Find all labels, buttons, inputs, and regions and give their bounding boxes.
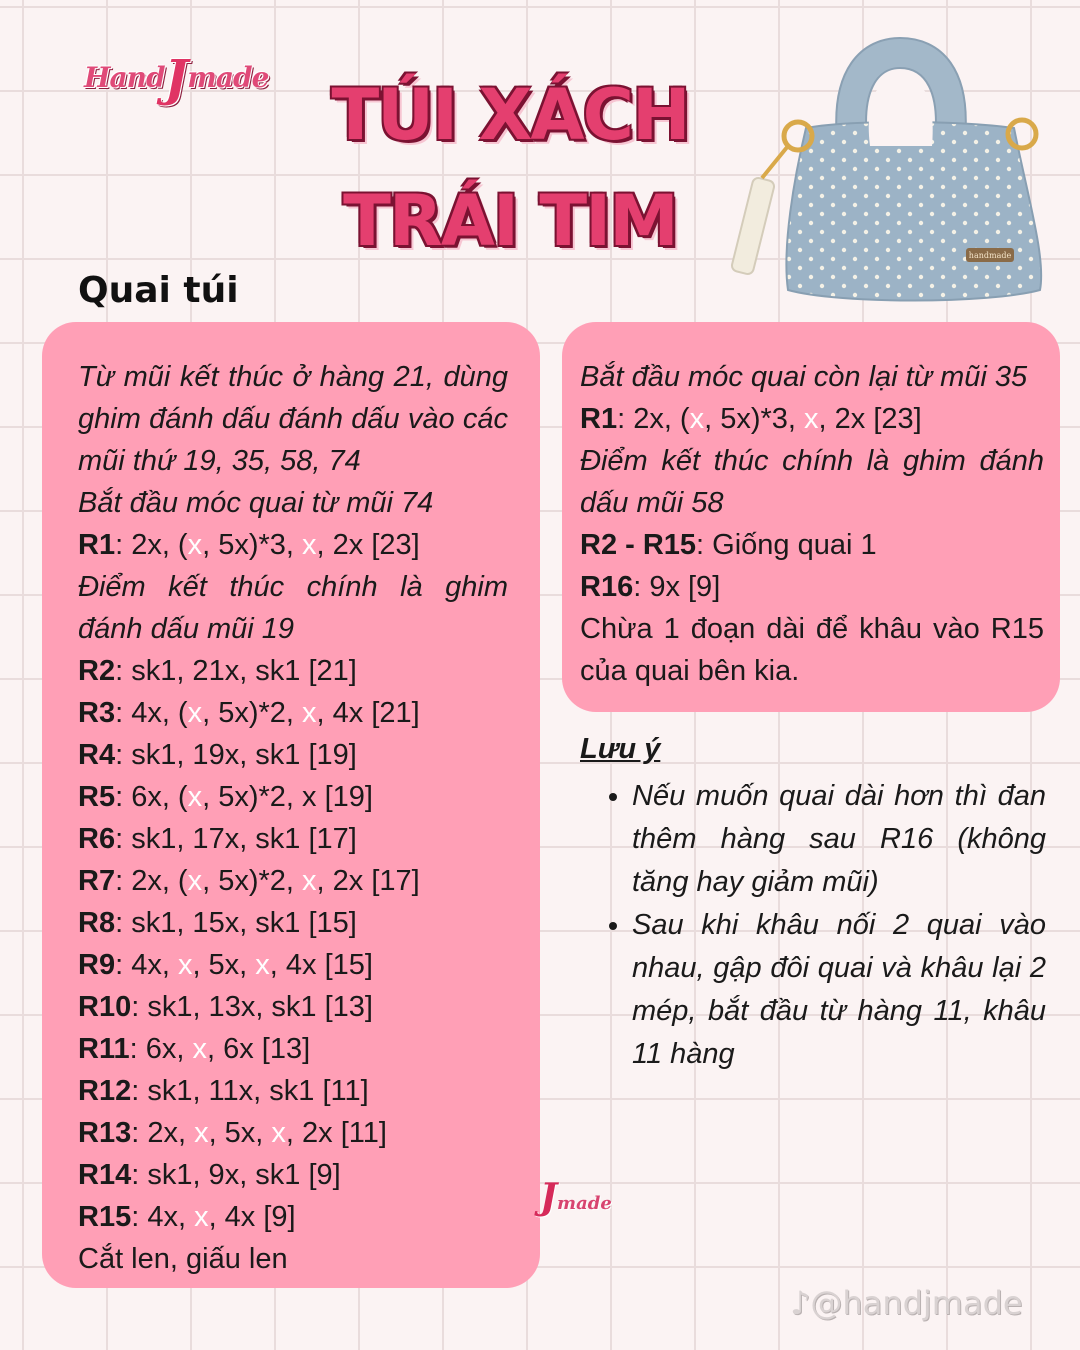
row-label: R6 [78, 823, 116, 855]
row-r2 [78, 650, 508, 692]
right-instruction-panel [562, 322, 1060, 712]
row-r7: R7: 2x, (x, 5x)*2, x, 2x [17] [78, 865, 420, 897]
row-r14 [78, 1154, 508, 1196]
row-label: R9 [78, 949, 116, 981]
marker-x: x [187, 865, 203, 897]
row-text: : sk1, 11x, sk1 [11] [131, 1075, 369, 1107]
row-r15: R15: 4x, x, 4x [9] [78, 1201, 296, 1233]
row-text: : sk1, 9x, sk1 [9] [131, 1159, 341, 1191]
row-text: : sk1, 13x, sk1 [13] [131, 991, 373, 1023]
marker-x: x [302, 529, 317, 561]
notes-section [580, 728, 1046, 1076]
marker-x: x [192, 1033, 207, 1065]
row-label: R16 [580, 571, 634, 603]
row-label: R14 [78, 1159, 132, 1191]
row-text: : sk1, 19x, sk1 [19] [115, 739, 357, 771]
marker-x: x [271, 1117, 286, 1149]
logo-prefix: Hand [84, 61, 165, 94]
row-label: R1 [78, 529, 116, 561]
page-title-line1: TÚI XÁCH [331, 74, 689, 156]
small-brand-logo [540, 1176, 612, 1218]
marker-x: x [187, 529, 203, 561]
finish-text: Cắt len, giấu len [78, 1243, 288, 1275]
logo-suffix: made [187, 61, 269, 94]
row-r11: R11: 6x, x, 6x [13] [78, 1033, 311, 1065]
row-r4 [78, 734, 508, 776]
row-r16 [580, 566, 1044, 608]
row-r3: R3: 4x, (x, 5x)*2, x, 4x [21] [78, 697, 420, 729]
start-text: Bắt đầu móc quai còn lại từ mũi 35 [580, 361, 1028, 393]
notes-list [580, 775, 1046, 1076]
crochet-bag-image [728, 28, 1058, 308]
marker-x: x [194, 1201, 209, 1233]
marker-x: x [255, 949, 270, 981]
marker-x: x [177, 949, 193, 981]
row-r9: R9: 4x, x, 5x, x, 4x [15] [78, 949, 373, 981]
row-r6 [78, 818, 508, 860]
row-r12 [78, 1070, 508, 1112]
row-label: R2 [78, 655, 116, 687]
row-r5: R5: 6x, (x, 5x)*2, x [19] [78, 781, 373, 813]
row-text: : Giống quai 1 [696, 529, 877, 561]
logo-suffix: made [557, 1193, 612, 1214]
row-r1: R1: 2x, (x, 5x)*3, x, 2x [23] [580, 403, 922, 435]
row-label: R5 [78, 781, 116, 813]
marker-x: x [302, 697, 317, 729]
finish-text: Chừa 1 đoạn dài để khâu vào R15 của quai bên kia. [580, 613, 1044, 687]
watermark-handle: @handjmade [810, 1284, 1023, 1322]
note-item: • Sau khi khâu nối 2 quai vào nhau, gập đôi quai và khâu lại 2 mép, bắt đầu từ hàng 11, khâu 11 hàng [632, 904, 1046, 1076]
brand-logo [84, 40, 269, 107]
end-note: Điểm kết thúc chính là ghim đánh dấu mũi 19 [78, 571, 508, 645]
row-label: R8 [78, 907, 116, 939]
row-label: R12 [78, 1075, 132, 1107]
marker-x: x [187, 781, 203, 813]
tiktok-icon: ♪ [790, 1284, 811, 1322]
row-r1: R1: 2x, (x, 5x)*3, x, 2x [23] [78, 529, 420, 561]
row-label: R10 [78, 991, 132, 1023]
logo-letter: J [164, 48, 188, 107]
row-label: R7 [78, 865, 116, 897]
row-text: : sk1, 21x, sk1 [21] [115, 655, 357, 687]
marker-x: x [302, 865, 317, 897]
row-r10 [78, 986, 508, 1028]
row-label: R15 [78, 1201, 132, 1233]
left-instruction-panel [42, 322, 540, 1288]
row-text: : sk1, 15x, sk1 [15] [115, 907, 357, 939]
start-text: Bắt đầu móc quai từ mũi 74 [78, 487, 434, 519]
row-r8 [78, 902, 508, 944]
section-heading: Quai túi [78, 270, 239, 311]
row-label: R3 [78, 697, 116, 729]
marker-x: x [194, 1117, 209, 1149]
logo-letter: J [540, 1176, 558, 1218]
row-label: R11 [78, 1033, 130, 1065]
tiktok-watermark [790, 1284, 1023, 1322]
row-label: R1 [580, 403, 618, 435]
end-note: Điểm kết thúc chính là ghim đánh dấu mũi 58 [580, 445, 1044, 519]
marker-x: x [804, 403, 819, 435]
row-r13: R13: 2x, x, 5x, x, 2x [11] [78, 1117, 387, 1149]
marker-x: x [689, 403, 705, 435]
row-label: R2 - R15 [580, 529, 697, 561]
intro-text: Từ mũi kết thúc ở hàng 21, dùng ghim đánh dấu đánh dấu vào các mũi thứ 19, 35, 58, 74 [78, 361, 508, 477]
bag-tag: handmade [968, 251, 1012, 260]
row-text: : 9x [9] [633, 571, 721, 603]
notes-title: Lưu ý [580, 733, 661, 765]
marker-x: x [187, 697, 203, 729]
row-r2-r15 [580, 524, 1044, 566]
page-title-line2: TRÁI TIM [343, 180, 677, 262]
note-item: • Nếu muốn quai dài hơn thì đan thêm hàng sau R16 (không tăng hay giảm mũi) [632, 775, 1046, 904]
row-text: : sk1, 17x, sk1 [17] [115, 823, 357, 855]
row-label: R4 [78, 739, 116, 771]
row-label: R13 [78, 1117, 132, 1149]
